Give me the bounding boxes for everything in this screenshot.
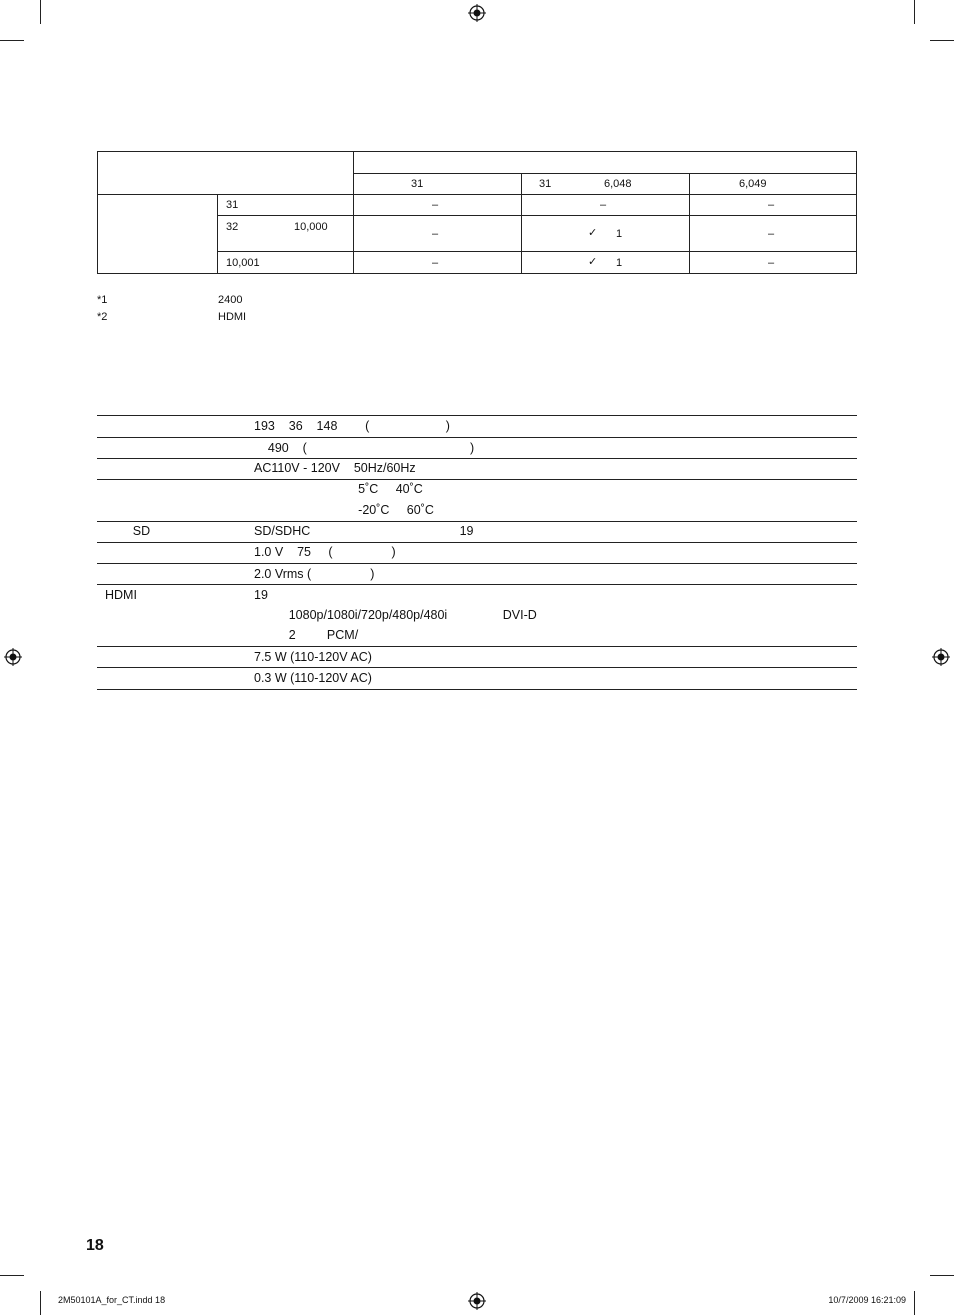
registration-mark-icon [932,648,950,666]
spec-label: HDMI [105,588,137,602]
header-col-1: 31 [411,178,424,190]
row-cell: – [768,257,775,269]
crop-mark [0,1275,24,1276]
spec-value: SD/SDHC 19 [254,524,474,538]
crop-mark [40,1291,41,1315]
crop-mark [930,40,954,41]
registration-mark-icon [468,1292,486,1310]
crop-mark [914,0,915,24]
spec-value: 2 PCM/ [254,628,359,642]
spec-value: 490 ( ) [254,441,475,455]
spec-value: 0.3 W (110-120V AC) [254,671,372,685]
row-cell: – [432,228,439,240]
spec-value: AC110V - 120V 50Hz/60Hz [254,461,416,475]
header-col-3: 6,049 [739,178,767,190]
crop-mark [930,1275,954,1276]
row-cell: – [600,199,607,211]
crop-mark [0,40,24,41]
compatibility-table [97,151,857,274]
check-icon: ✓ [588,227,598,239]
header-col-2b: 6,048 [604,178,632,190]
footnote-ref: 1 [616,257,623,269]
slug-timestamp: 10/7/2009 16:21:09 [828,1295,906,1305]
header-col-2: 31 [539,178,552,190]
row-cell: – [768,199,775,211]
crop-mark [914,1291,915,1315]
spec-value: 7.5 W (110-120V AC) [254,650,372,664]
crop-mark [40,0,41,24]
registration-mark-icon [468,4,486,22]
spec-value: -20˚C 60˚C [254,503,434,517]
spec-value: 1080p/1080i/720p/480p/480i DVI-D [254,608,537,622]
registration-mark-icon [4,648,22,666]
page-number: 18 [86,1237,104,1254]
footnote-text: HDMI [218,311,247,323]
spec-value: 19 [254,588,268,602]
footnote-mark: *1 [97,294,108,306]
spec-value: 1.0 V 75 ( ) [254,545,396,559]
row-label-2: 10,000 [294,221,328,233]
row-cell: – [432,199,439,211]
spec-label: SD [105,524,151,538]
spec-value: 2.0 Vrms ( ) [254,567,375,581]
spec-value: 193 36 148 ( ) [254,419,450,433]
slug-filename: 2M50101A_for_CT.indd 18 [58,1295,166,1305]
check-icon: ✓ [588,256,598,268]
row-label: 10,001 [226,257,260,269]
footnote-text: 2400 [218,294,243,306]
row-label: 31 [226,199,239,211]
row-label: 32 [226,221,239,233]
row-cell: – [432,257,439,269]
footnote-mark: *2 [97,311,108,323]
row-cell: – [768,228,775,240]
footnote-ref: 1 [616,228,623,240]
spec-value: 5˚C 40˚C [254,482,423,496]
